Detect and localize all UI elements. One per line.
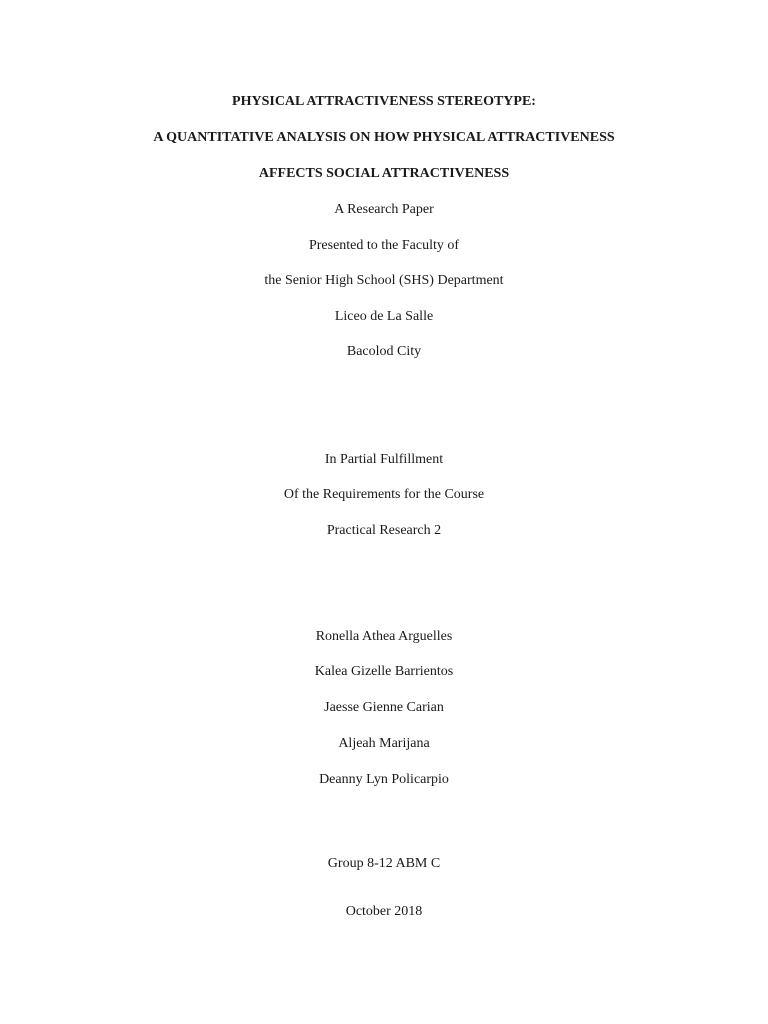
presented-to: Presented to the Faculty of xyxy=(308,238,460,253)
title-line-1: PHYSICAL ATTRACTIVENESS STEREOTYPE: xyxy=(232,94,536,109)
title-line-2: A QUANTITATIVE ANALYSIS ON HOW PHYSICAL ATTRACTIVENESS xyxy=(153,130,615,145)
group-label: Group 8-12 ABM C xyxy=(327,856,441,871)
author-name: Jaesse Gienne Carian xyxy=(324,700,444,715)
school-name: Liceo de La Salle xyxy=(334,309,434,324)
fulfillment-line-2: Of the Requirements for the Course xyxy=(283,487,485,502)
author-name: Deanny Lyn Policarpio xyxy=(319,772,449,787)
author-name: Ronella Athea Arguelles xyxy=(315,629,453,644)
fulfillment-line-1: In Partial Fulfillment xyxy=(324,452,444,467)
author-name: Aljeah Marijana xyxy=(338,736,430,751)
course-name: Practical Research 2 xyxy=(326,523,442,538)
paper-type: A Research Paper xyxy=(334,202,434,217)
author-name: Kalea Gizelle Barrientos xyxy=(314,664,454,679)
school-city: Bacolod City xyxy=(346,344,422,359)
title-line-3: AFFECTS SOCIAL ATTRACTIVENESS xyxy=(258,166,510,181)
department: the Senior High School (SHS) Department xyxy=(264,273,504,288)
submission-date: October 2018 xyxy=(345,904,423,919)
